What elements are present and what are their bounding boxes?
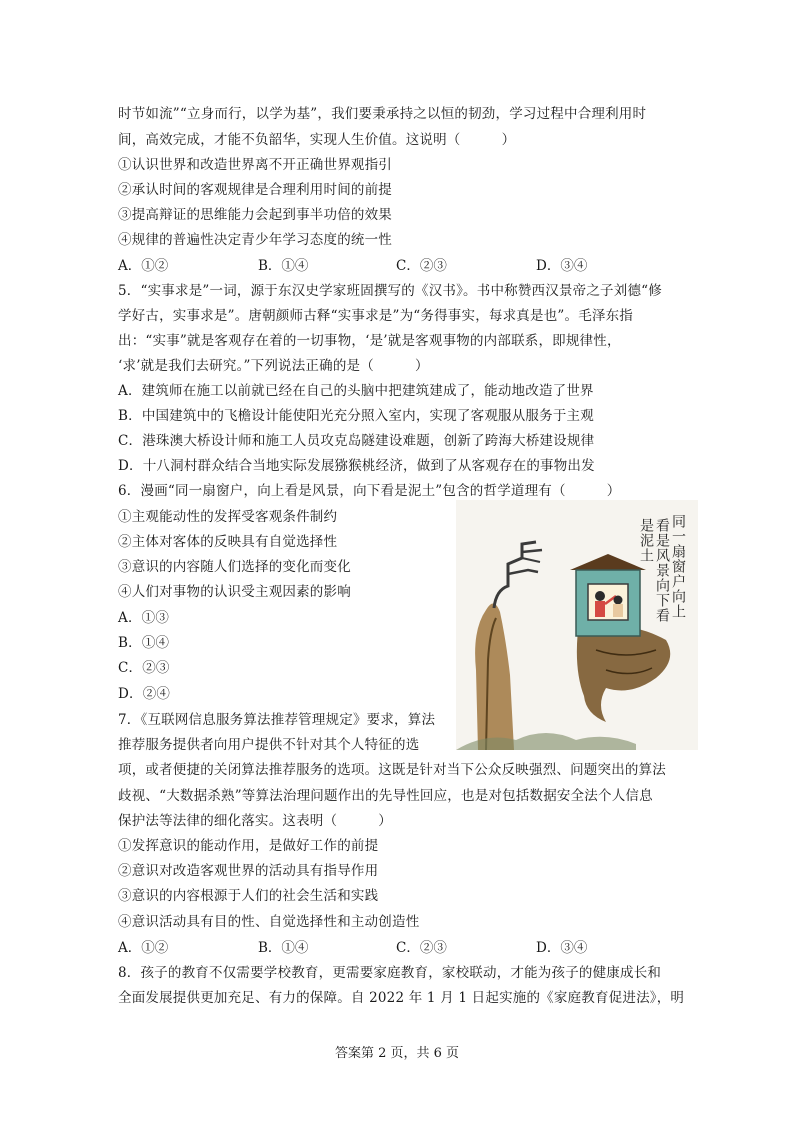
q7-stem-line-1: 7．《互联网信息服务算法推荐管理规定》要求，算法 (118, 712, 436, 728)
q5-stem-line-3: 出：“实事”就是客观存在着的一切事物，‘是’就是客观事物的内部联系，即规律性， (118, 333, 621, 349)
q6-option-a: A．①③ (118, 610, 170, 626)
q7-stem-line-5: 保护法等法律的细化落实。这表明（ ） (118, 813, 392, 829)
q6-option-d: D．②④ (118, 686, 171, 702)
q6-stem: 6．漫画“同一扇窗户，向上看是风景，向下看是泥土”包含的哲学道理有（ ） (118, 483, 621, 499)
cartoon-drawing (456, 500, 698, 750)
q7-statement-1: ①发挥意识的能动作用，是做好工作的前提 (118, 838, 379, 854)
q5-stem-line-1: 5．“实事求是”一词，源于东汉史学家班固撰写的《汉书》。书中称赞西汉景帝之子刘德“修 (118, 283, 662, 299)
q5-option-b: B．中国建筑中的飞檐设计能使阳光充分照入室内，实现了客观服从服务于主观 (118, 408, 594, 424)
q4-stem-line-1: 时节如流”“立身而行，以学为基”，我们要秉承持之以恒的韧劲，学习过程中合理利用时 (118, 106, 647, 122)
q7-option-c: C．②③ (396, 940, 447, 956)
q5-option-c: C．港珠澳大桥设计师和施工人员攻克岛隧建设难题，创新了跨海大桥建设规律 (118, 433, 595, 449)
q7-option-d: D．③④ (536, 940, 588, 956)
q8-stem-line-1: 8．孩子的教育不仅需要学校教育，更需要家庭教育，家校联动，才能为孩子的健康成长和 (118, 965, 662, 981)
person-1-body (595, 601, 605, 617)
q5-stem-line-4: ‘求’就是我们去研究。”下列说法正确的是（ ） (118, 358, 429, 374)
q5-option-d: D．十八洞村群众结合当地实际发展猕猴桃经济，做到了从客观存在的事物出发 (118, 458, 595, 474)
person-1-head (595, 591, 605, 601)
q6-statement-4: ④人们对事物的认识受主观因素的影响 (118, 584, 351, 600)
person-2-head (614, 596, 623, 605)
q4-option-c: C．②③ (396, 258, 447, 274)
q8-stem-line-2: 全面发展提供更加充足、有力的保障。自 2022 年 1 月 1 日起实施的《家庭教育促进法》，明 (118, 990, 685, 1006)
cartoon-caption-line-1: 同一扇窗户向上 (670, 514, 686, 619)
q7-option-a: A．①② (118, 940, 169, 956)
q4-statement-2: ②承认时间的客观规律是合理利用时间的前提 (118, 182, 392, 198)
q6-option-c: C．②③ (118, 660, 170, 676)
q5-option-a: A．建筑师在施工以前就已经在自己的头脑中把建筑建成了，能动地改造了世界 (118, 383, 594, 399)
q7-statement-4: ④意识活动具有目的性、自觉选择性和主动创造性 (118, 914, 420, 930)
q4-option-d: D．③④ (536, 258, 588, 274)
cartoon-caption-line-3: 是泥土 (638, 518, 654, 563)
q4-statement-3: ③提高辩证的思维能力会起到事半功倍的效果 (118, 207, 392, 223)
q6-statement-1: ①主观能动性的发挥受客观条件制约 (118, 509, 338, 525)
q4-option-b: B．①④ (258, 258, 309, 274)
q7-statement-2: ②意识对改造客观世界的活动具有指导作用 (118, 863, 379, 879)
q4-statement-1: ①认识世界和改造世界离不开正确世界观指引 (118, 157, 392, 173)
cartoon-caption-line-2: 看是风景向下看 (654, 518, 670, 623)
q7-stem-line-2: 推荐服务提供者向用户提供不针对其个人特征的选 (118, 737, 420, 753)
q6-option-b: B．①④ (118, 635, 170, 651)
page-footer: 答案第 2 页，共 6 页 (334, 1046, 460, 1061)
q6-statement-3: ③意识的内容随人们选择的变化而变化 (118, 559, 351, 575)
q7-stem-line-4: 歧视、“大数据杀熟”等算法治理问题作出的先导性回应，也是对包括数据安全法个人信息 (118, 788, 653, 804)
q4-stem-line-2: 间，高效完成，才能不负韶华，实现人生价值。这说明（ ） (118, 132, 516, 148)
q5-stem-line-2: 学好古，实事求是”。唐朝颜师古释“实事求是”为“务得事实，每求真是也”。毛泽东指 (118, 308, 634, 324)
cartoon-illustration (456, 500, 698, 750)
q7-stem-line-3: 项，或者便捷的关闭算法推荐服务的选项。这既是针对当下公众反映强烈、问题突出的算法 (118, 762, 666, 778)
q4-option-a: A．①② (118, 258, 169, 274)
person-2-body (613, 604, 623, 617)
q6-statement-2: ②主体对客体的反映具有自觉选择性 (118, 534, 338, 550)
q4-statement-4: ④规律的普遍性决定青少年学习态度的统一性 (118, 232, 392, 248)
q7-option-b: B．①④ (258, 940, 309, 956)
q7-statement-3: ③意识的内容根源于人们的社会生活和实践 (118, 888, 379, 904)
